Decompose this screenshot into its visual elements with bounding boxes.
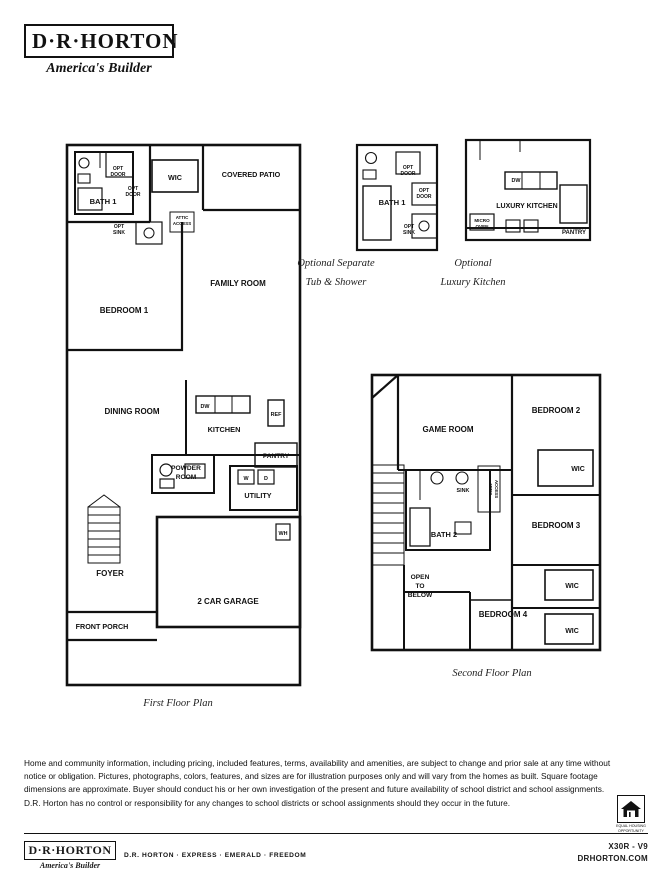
label-open-b: TO [415, 583, 425, 590]
label-bath-1: BATH 1 [89, 197, 117, 206]
label-powder: POWDER [171, 465, 201, 472]
label-game-room: GAME ROOM [422, 425, 474, 434]
note-opt-sink-b: SINK [113, 230, 125, 236]
caption-optional-tub-line2: Tub & Shower [305, 277, 367, 288]
note-opt-tub-door-2b: DOOR [416, 194, 432, 200]
label-open-c: BELOW [407, 592, 433, 599]
label-dining-room: DINING ROOM [104, 407, 160, 416]
caption-second-floor: Second Floor Plan [452, 668, 532, 679]
label-front-porch: FRONT PORCH [75, 622, 129, 631]
label-luxury-pantry: PANTRY [562, 230, 586, 236]
note-washer: W [243, 476, 249, 482]
label-2-car-garage: 2 CAR GARAGE [197, 597, 259, 606]
label-bath-2: BATH 2 [430, 530, 458, 539]
note-dw-2: DW [511, 178, 521, 184]
website-link[interactable]: DRHORTON.COM [577, 854, 648, 863]
eho-house-mark [617, 795, 645, 823]
eho-label-line2: OPPORTUNITY [618, 829, 644, 834]
note-opt-door-2a: OPT [127, 186, 139, 192]
footer-logo [24, 841, 116, 870]
note-opt-tub-door-2a: OPT [418, 188, 430, 194]
note-ref: REF [270, 412, 282, 418]
eho-label-line1: EQUAL HOUSING [616, 824, 646, 828]
footer-divider [24, 833, 648, 834]
label-kitchen: KITCHEN [207, 425, 241, 434]
label-foyer: FOYER [96, 569, 124, 578]
note-micro: MICRO [474, 218, 490, 223]
label-wic-1: WIC [168, 173, 182, 182]
label-wic-2: WIC [571, 466, 585, 473]
logo-wordmark: D·R·HORTON [24, 24, 174, 58]
label-bedroom-2: BEDROOM 2 [531, 406, 581, 415]
label-luxury-kitchen: LUXURY KITCHEN [496, 203, 558, 210]
label-bedroom-4: BEDROOM 4 [478, 610, 528, 619]
first-floor-outline [67, 145, 300, 685]
footer-logo-wordmark: D·R·HORTON [24, 841, 116, 860]
note-attic-a: ATTIC [175, 215, 189, 220]
disclaimer-text: Home and community information, including pricing, included features, terms, availability and amenities, are subject to change and prior sale at any time without notice or obligation. Pictures, photographs, colors, features, and sizes are for illustration purposes only and will vary from the homes as built. Square footage dimensions are approximate. Buyer should conduct his or her own investigation of the present and future availability of school district and school assignments. D.R. Horton has no control or responsibility for any changes to school districts or school assignments should they occur in the future. [24, 758, 611, 808]
label-bedroom-1: BEDROOM 1 [99, 306, 149, 315]
note-sink-2: SINK [456, 488, 470, 494]
label-pantry: PANTRY [262, 453, 290, 460]
label-wic-3: WIC [565, 583, 579, 590]
note-water-heater: WH [278, 531, 288, 537]
note-opt-door-1b: DOOR [110, 172, 126, 178]
label-family-room: FAMILY ROOM [210, 279, 266, 288]
note-opt-tub-sink-b: SINK [403, 230, 415, 236]
note-dw-1: DW [200, 404, 210, 410]
label-bedroom-3: BEDROOM 3 [531, 521, 581, 530]
caption-optional-kitchen-line1: Optional [454, 258, 492, 269]
note-dryer: D [264, 476, 268, 482]
note-opt-door-1a: OPT [112, 166, 124, 172]
footer-logo-tagline: America's Builder [39, 861, 101, 870]
label-opt-bath-1: BATH 1 [378, 198, 406, 207]
note-attic-2b: ACCESS [494, 479, 499, 499]
note-opt-tub-sink-a: OPT [403, 224, 415, 230]
label-open-a: OPEN [410, 574, 430, 581]
footer-brand-list: D.R. HORTON · EXPRESS · EMERALD · FREEDOM [124, 852, 307, 859]
caption-first-floor: First Floor Plan [143, 698, 213, 709]
equal-housing-opportunity-icon [614, 795, 648, 834]
note-opt-sink-a: OPT [113, 224, 125, 230]
note-opt-door-2b: DOOR [125, 192, 141, 198]
caption-optional-tub-line1: Optional Separate [297, 258, 375, 269]
note-oven: OVEN [475, 224, 489, 229]
second-floor-outline [372, 375, 600, 650]
label-utility: UTILITY [244, 491, 272, 500]
note-attic-b: ACCESS [172, 221, 192, 226]
label-covered-patio: COVERED PATIO [221, 170, 281, 179]
plan-code: X30R - V9 [608, 842, 648, 851]
label-wic-4: WIC [565, 628, 579, 635]
footer-right-block [577, 842, 648, 863]
note-attic-2a: ATTIC [488, 482, 493, 496]
note-opt-tub-door-1b: DOOR [400, 171, 416, 177]
logo-tagline: America's Builder [46, 61, 152, 76]
eho-house-glyph [618, 796, 644, 822]
caption-optional-kitchen-line2: Luxury Kitchen [440, 277, 506, 288]
label-powder-room: ROOM [175, 474, 197, 481]
note-opt-tub-door-1a: OPT [402, 165, 414, 171]
